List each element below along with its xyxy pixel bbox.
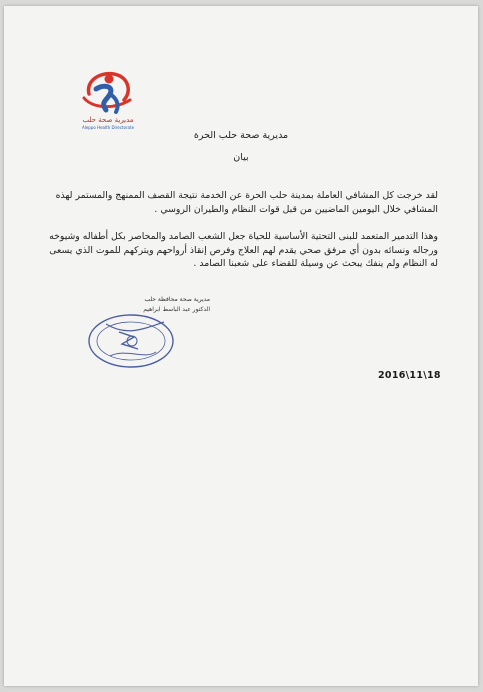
- body-paragraph-1: لقد خرجت كل المشافي العاملة بمدينة حلب الحرة عن الخدمة نتيجة القصف الممنهج والمستمر لهذه المشافي خلال اليومين الماضيين من قبل قوات النظام والطيران الروسي .: [55, 190, 438, 215]
- document-page: [4, 6, 478, 686]
- signature-name: الدكتور عبد الباسط ابراهيم: [143, 306, 210, 313]
- logo-arabic-name: مديرية صحة حلب: [82, 116, 134, 124]
- directorate-logo: [76, 64, 140, 134]
- logo-english-name: Aleppo Health Directorate: [81, 125, 135, 130]
- document-title: مديرية صحة حلب الحرة: [193, 130, 289, 141]
- body-paragraph-2: وهذا التدمير المتعمد للبنى التحتية الأساسية للحياة جعل الشعب الصامد والمحاصر بكل أطفاله وشيوخه ورجاله ونسائه بدون أي مرفق صحي يقدم لهم العلاج وفرص إنقاذ أرواحهم ويتركهم للموت الذي يسعى له النظام ولم ينفك يبحث عن وسيلة للقضاء على شعبنا الصامد .: [49, 231, 438, 269]
- health-figure-icon: [76, 64, 140, 120]
- document-date: 2016\11\18: [378, 370, 441, 381]
- document-subtitle: بيان: [233, 152, 249, 163]
- official-stamp-icon: [86, 312, 176, 370]
- signature-organization: مديرية صحة محافظة حلب: [144, 296, 210, 303]
